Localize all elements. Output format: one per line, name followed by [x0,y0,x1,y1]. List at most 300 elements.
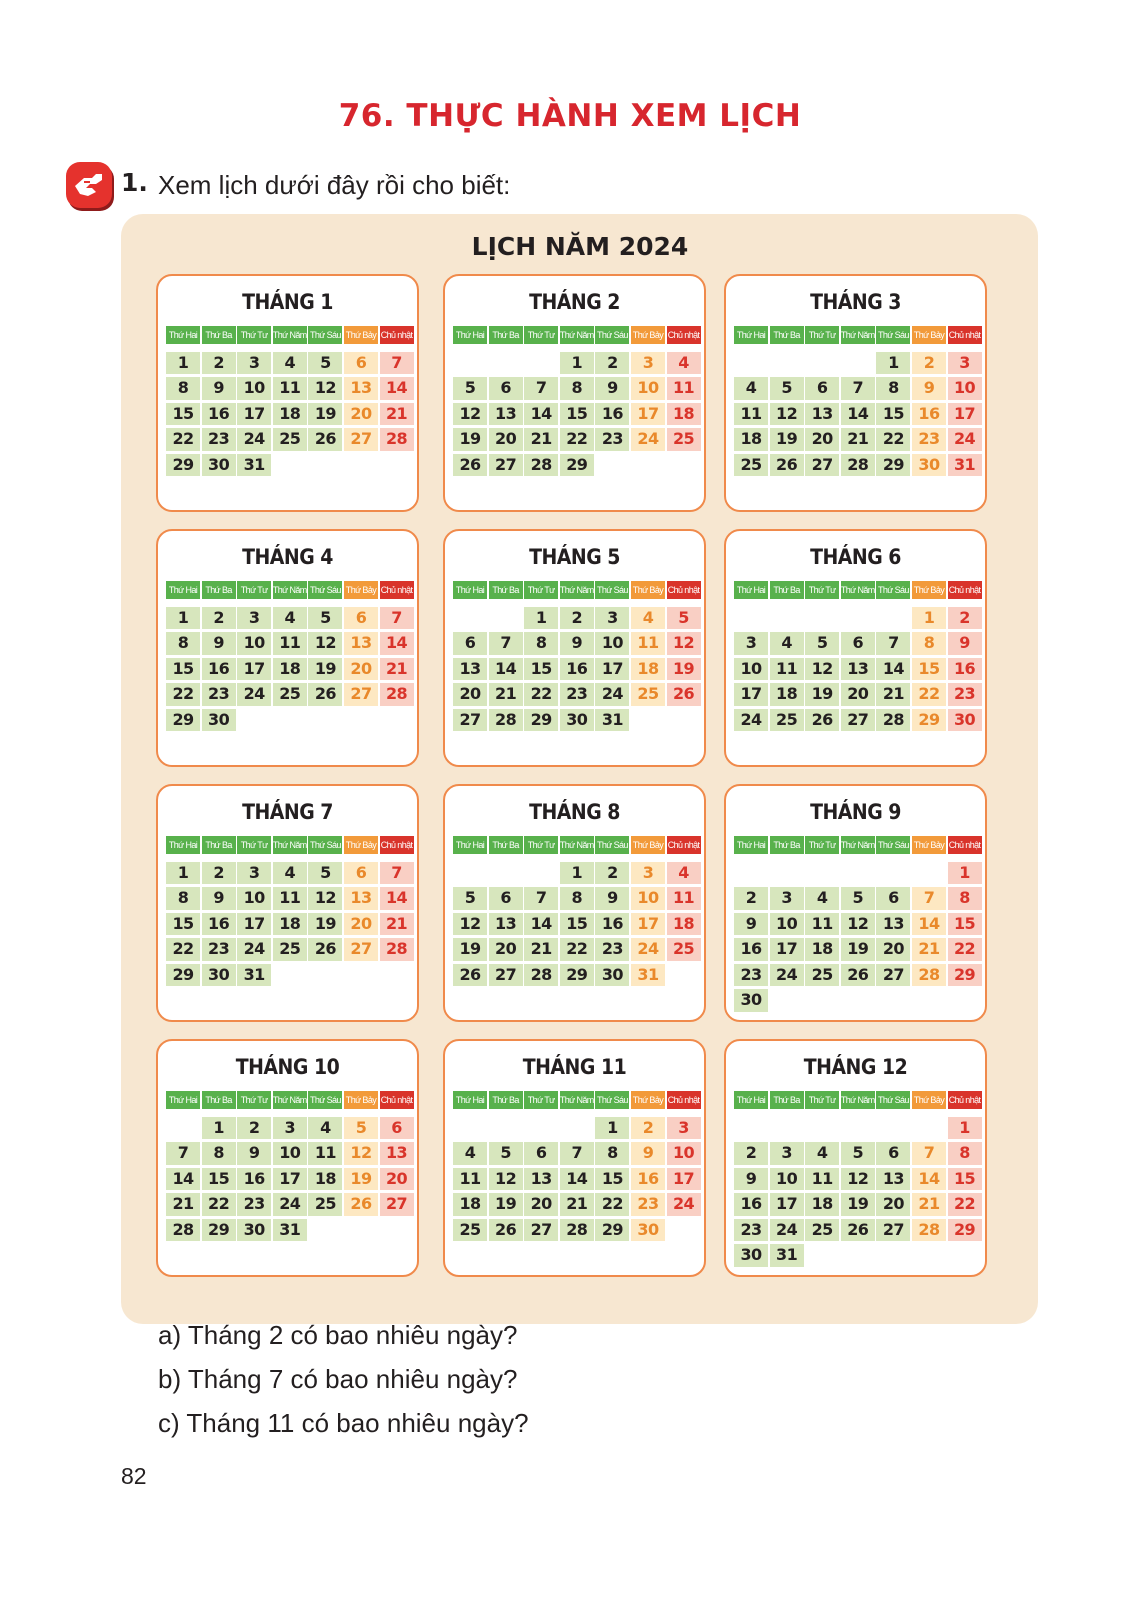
day-cell: 18 [273,403,307,426]
day-cell: 13 [344,377,378,400]
day-cell: 18 [805,938,839,961]
day-cell: 19 [805,683,839,706]
day-cell: 25 [273,428,307,451]
empty-cell [876,862,910,885]
day-cell: 15 [166,658,200,681]
day-cell: 17 [237,658,271,681]
empty-cell [166,1117,200,1140]
day-cell: 4 [770,632,804,655]
day-cell: 28 [841,454,875,477]
month-grid [734,581,982,731]
day-cell: 28 [524,454,558,477]
day-cell: 6 [876,1142,910,1165]
weekday-header: Thứ Tư [524,581,558,599]
day-cell: 25 [734,454,768,477]
day-cell: 23 [948,683,982,706]
weekday-header: Thứ Sáu [876,581,910,599]
day-cell: 28 [912,964,946,987]
day-cell: 13 [524,1168,558,1191]
day-cell: 18 [273,658,307,681]
day-cell: 4 [667,862,701,885]
day-cell: 21 [166,1193,200,1216]
weekday-header: Thứ Năm [273,836,307,854]
day-cell: 12 [308,632,342,655]
month-title: THÁNG 1 [242,290,333,314]
day-cell: 23 [202,938,236,961]
day-cell: 20 [344,403,378,426]
empty-cell [453,607,487,630]
day-cell: 25 [770,709,804,732]
day-cell: 22 [876,428,910,451]
weekday-header: Thứ Tư [524,326,558,344]
weekday-header: Thứ Bảy [912,326,946,344]
day-cell: 24 [273,1193,307,1216]
weekday-header: Thứ Bảy [631,326,665,344]
weekday-header: Thứ Ba [202,1091,236,1109]
day-cell: 22 [166,938,200,961]
day-cell: 9 [734,1168,768,1191]
day-cell: 11 [667,377,701,400]
month-grid [453,581,701,731]
day-cell: 31 [273,1219,307,1242]
day-cell: 28 [380,683,414,706]
weekday-header: Chủ nhật [380,581,414,599]
day-cell: 27 [841,709,875,732]
weekday-header: Chủ nhật [380,1091,414,1109]
day-cell: 17 [948,403,982,426]
day-cell: 13 [344,632,378,655]
day-cell: 29 [560,454,594,477]
day-cell: 12 [308,887,342,910]
day-cell: 31 [770,1244,804,1267]
empty-cell [876,1117,910,1140]
month-title: THÁNG 10 [235,1055,340,1079]
day-cell: 27 [876,964,910,987]
day-cell: 12 [344,1142,378,1165]
day-cell: 24 [667,1193,701,1216]
day-cell: 20 [841,683,875,706]
day-cell: 14 [841,403,875,426]
day-cell: 29 [524,709,558,732]
day-cell: 25 [453,1219,487,1242]
day-cell: 17 [237,403,271,426]
day-cell: 18 [631,658,665,681]
day-cell: 30 [202,709,236,732]
day-cell: 1 [524,607,558,630]
month-grid [166,581,414,731]
day-cell: 21 [380,913,414,936]
day-cell: 27 [344,938,378,961]
day-cell: 28 [380,938,414,961]
day-cell: 23 [202,683,236,706]
day-cell: 21 [380,658,414,681]
day-cell: 19 [841,938,875,961]
day-cell: 30 [912,454,946,477]
day-cell: 13 [805,403,839,426]
day-cell: 19 [453,938,487,961]
day-cell: 17 [237,913,271,936]
day-cell: 17 [595,658,629,681]
day-cell: 24 [237,428,271,451]
day-cell: 22 [202,1193,236,1216]
day-cell: 5 [841,887,875,910]
day-cell: 13 [344,887,378,910]
weekday-header: Thứ Năm [273,326,307,344]
day-cell: 2 [237,1117,271,1140]
day-cell: 25 [308,1193,342,1216]
day-cell: 12 [805,658,839,681]
empty-cell [770,1117,804,1140]
weekday-header: Thứ Hai [166,326,200,344]
day-cell: 14 [380,377,414,400]
empty-cell [841,862,875,885]
day-cell: 11 [805,913,839,936]
day-cell: 25 [667,938,701,961]
day-cell: 4 [273,607,307,630]
day-cell: 5 [489,1142,523,1165]
day-cell: 7 [912,887,946,910]
weekday-header: Chủ nhật [667,326,701,344]
day-cell: 12 [841,1168,875,1191]
weekday-header: Thứ Sáu [308,326,342,344]
day-cell: 16 [734,938,768,961]
day-cell: 7 [380,352,414,375]
month-grid [166,836,414,986]
weekday-header: Thứ Sáu [876,326,910,344]
month-grid [734,836,982,1012]
day-cell: 15 [876,403,910,426]
day-cell: 19 [489,1193,523,1216]
day-cell: 4 [805,887,839,910]
day-cell: 20 [344,658,378,681]
day-cell: 5 [841,1142,875,1165]
day-cell: 19 [344,1168,378,1191]
day-cell: 26 [453,454,487,477]
day-cell: 19 [308,913,342,936]
empty-cell [489,862,523,885]
weekday-header: Thứ Hai [734,581,768,599]
weekday-header: Thứ Bảy [631,836,665,854]
weekday-header: Thứ Ba [202,326,236,344]
hands-icon [66,162,112,208]
day-cell: 1 [166,352,200,375]
day-cell: 5 [453,887,487,910]
day-cell: 5 [667,607,701,630]
exercise-number: 1. [121,168,148,197]
empty-cell [734,352,768,375]
weekday-header: Thứ Tư [805,581,839,599]
day-cell: 11 [273,632,307,655]
weekday-header: Thứ Bảy [912,1091,946,1109]
day-cell: 14 [876,658,910,681]
day-cell: 3 [631,862,665,885]
day-cell: 6 [344,352,378,375]
day-cell: 2 [595,862,629,885]
weekday-header: Thứ Năm [273,581,307,599]
day-cell: 1 [166,607,200,630]
day-cell: 11 [734,403,768,426]
day-cell: 13 [841,658,875,681]
day-cell: 9 [631,1142,665,1165]
day-cell: 15 [560,913,594,936]
month-title: THÁNG 8 [529,800,620,824]
day-cell: 30 [734,989,768,1012]
day-cell: 5 [805,632,839,655]
empty-cell [560,1117,594,1140]
day-cell: 2 [734,887,768,910]
weekday-header: Thứ Năm [560,326,594,344]
day-cell: 13 [489,403,523,426]
day-cell: 18 [667,913,701,936]
day-cell: 30 [202,964,236,987]
empty-cell [770,607,804,630]
day-cell: 23 [734,964,768,987]
weekday-header: Thứ Ba [770,836,804,854]
exercise-instruction: Xem lịch dưới đây rồi cho biết: [158,170,511,200]
day-cell: 14 [912,913,946,936]
empty-cell [876,607,910,630]
empty-cell [453,352,487,375]
day-cell: 21 [876,683,910,706]
day-cell: 14 [166,1168,200,1191]
day-cell: 12 [453,913,487,936]
day-cell: 28 [912,1219,946,1242]
day-cell: 3 [734,632,768,655]
day-cell: 26 [841,1219,875,1242]
day-cell: 24 [595,683,629,706]
day-cell: 15 [560,403,594,426]
empty-cell [524,862,558,885]
day-cell: 24 [237,938,271,961]
weekday-header: Thứ Hai [166,581,200,599]
day-cell: 10 [734,658,768,681]
day-cell: 30 [202,454,236,477]
day-cell: 2 [734,1142,768,1165]
day-cell: 19 [308,658,342,681]
day-cell: 3 [770,887,804,910]
day-cell: 20 [380,1168,414,1191]
day-cell: 15 [524,658,558,681]
day-cell: 15 [166,403,200,426]
day-cell: 2 [202,862,236,885]
weekday-header: Chủ nhật [948,326,982,344]
day-cell: 16 [237,1168,271,1191]
day-cell: 21 [380,403,414,426]
day-cell: 7 [489,632,523,655]
weekday-header: Thứ Hai [166,1091,200,1109]
day-cell: 7 [380,607,414,630]
day-cell: 22 [948,1193,982,1216]
weekday-header: Thứ Năm [560,581,594,599]
empty-cell [805,352,839,375]
day-cell: 3 [770,1142,804,1165]
day-cell: 27 [380,1193,414,1216]
day-cell: 12 [308,377,342,400]
day-cell: 20 [489,428,523,451]
day-cell: 25 [273,938,307,961]
weekday-header: Thứ Hai [453,836,487,854]
day-cell: 10 [948,377,982,400]
month-title: THÁNG 9 [810,800,901,824]
day-cell: 19 [770,428,804,451]
day-cell: 23 [631,1193,665,1216]
empty-cell [453,1117,487,1140]
weekday-header: Chủ nhật [948,581,982,599]
day-cell: 22 [595,1193,629,1216]
day-cell: 2 [560,607,594,630]
day-cell: 19 [841,1193,875,1216]
day-cell: 27 [489,454,523,477]
weekday-header: Thứ Tư [524,1091,558,1109]
day-cell: 1 [595,1117,629,1140]
weekday-header: Thứ Hai [453,326,487,344]
day-cell: 17 [734,683,768,706]
day-cell: 30 [734,1244,768,1267]
month-grid [166,1091,414,1241]
day-cell: 23 [202,428,236,451]
day-cell: 20 [805,428,839,451]
weekday-header: Thứ Hai [734,326,768,344]
page-number: 82 [121,1463,147,1489]
month-calendar [443,1039,706,1277]
month-title: THÁNG 4 [242,545,333,569]
day-cell: 27 [489,964,523,987]
day-cell: 4 [273,862,307,885]
day-cell: 31 [948,454,982,477]
weekday-header: Thứ Năm [560,836,594,854]
weekday-header: Thứ Tư [805,836,839,854]
day-cell: 23 [595,938,629,961]
day-cell: 13 [453,658,487,681]
day-cell: 21 [524,938,558,961]
day-cell: 15 [166,913,200,936]
day-cell: 18 [308,1168,342,1191]
day-cell: 20 [489,938,523,961]
day-cell: 21 [912,938,946,961]
month-calendar [156,784,419,1022]
day-cell: 5 [453,377,487,400]
day-cell: 29 [560,964,594,987]
day-cell: 26 [344,1193,378,1216]
day-cell: 18 [734,428,768,451]
day-cell: 2 [202,352,236,375]
day-cell: 17 [770,1193,804,1216]
day-cell: 28 [380,428,414,451]
month-calendar [443,529,706,767]
month-calendar [724,1039,987,1277]
day-cell: 31 [595,709,629,732]
day-cell: 16 [948,658,982,681]
day-cell: 20 [524,1193,558,1216]
day-cell: 29 [876,454,910,477]
weekday-header: Thứ Tư [237,1091,271,1109]
day-cell: 13 [380,1142,414,1165]
day-cell: 14 [489,658,523,681]
day-cell: 29 [166,454,200,477]
day-cell: 14 [380,632,414,655]
day-cell: 25 [805,1219,839,1242]
day-cell: 8 [560,887,594,910]
day-cell: 23 [595,428,629,451]
weekday-header: Thứ Năm [560,1091,594,1109]
empty-cell [841,352,875,375]
day-cell: 22 [166,428,200,451]
day-cell: 9 [202,887,236,910]
day-cell: 8 [912,632,946,655]
weekday-header: Thứ Bảy [344,326,378,344]
day-cell: 8 [948,1142,982,1165]
empty-cell [734,1117,768,1140]
day-cell: 18 [453,1193,487,1216]
day-cell: 24 [237,683,271,706]
day-cell: 9 [560,632,594,655]
day-cell: 25 [805,964,839,987]
weekday-header: Thứ Hai [166,836,200,854]
month-grid [453,1091,701,1241]
day-cell: 12 [770,403,804,426]
day-cell: 9 [202,632,236,655]
day-cell: 12 [667,632,701,655]
day-cell: 3 [237,607,271,630]
day-cell: 10 [770,913,804,936]
day-cell: 13 [876,913,910,936]
day-cell: 3 [667,1117,701,1140]
month-grid [453,326,701,476]
empty-cell [805,862,839,885]
day-cell: 27 [344,683,378,706]
day-cell: 4 [308,1117,342,1140]
day-cell: 31 [237,454,271,477]
weekday-header: Thứ Bảy [912,836,946,854]
day-cell: 24 [948,428,982,451]
day-cell: 18 [770,683,804,706]
day-cell: 11 [273,887,307,910]
weekday-header: Thứ Sáu [595,581,629,599]
day-cell: 6 [841,632,875,655]
month-grid [166,326,414,476]
day-cell: 11 [631,632,665,655]
day-cell: 14 [560,1168,594,1191]
day-cell: 5 [770,377,804,400]
weekday-header: Thứ Sáu [595,836,629,854]
day-cell: 28 [489,709,523,732]
month-calendar [156,274,419,512]
day-cell: 7 [380,862,414,885]
day-cell: 16 [560,658,594,681]
day-cell: 17 [273,1168,307,1191]
day-cell: 5 [308,607,342,630]
weekday-header: Thứ Năm [841,581,875,599]
day-cell: 26 [805,709,839,732]
day-cell: 5 [344,1117,378,1140]
weekday-header: Chủ nhật [380,326,414,344]
weekday-header: Chủ nhật [948,836,982,854]
empty-cell [489,607,523,630]
month-title: THÁNG 3 [810,290,901,314]
day-cell: 25 [631,683,665,706]
day-cell: 26 [308,938,342,961]
day-cell: 6 [876,887,910,910]
day-cell: 9 [912,377,946,400]
day-cell: 13 [489,913,523,936]
day-cell: 18 [273,913,307,936]
day-cell: 15 [948,1168,982,1191]
weekday-header: Thứ Hai [734,1091,768,1109]
day-cell: 30 [560,709,594,732]
day-cell: 6 [489,887,523,910]
day-cell: 12 [489,1168,523,1191]
weekday-header: Thứ Ba [770,581,804,599]
